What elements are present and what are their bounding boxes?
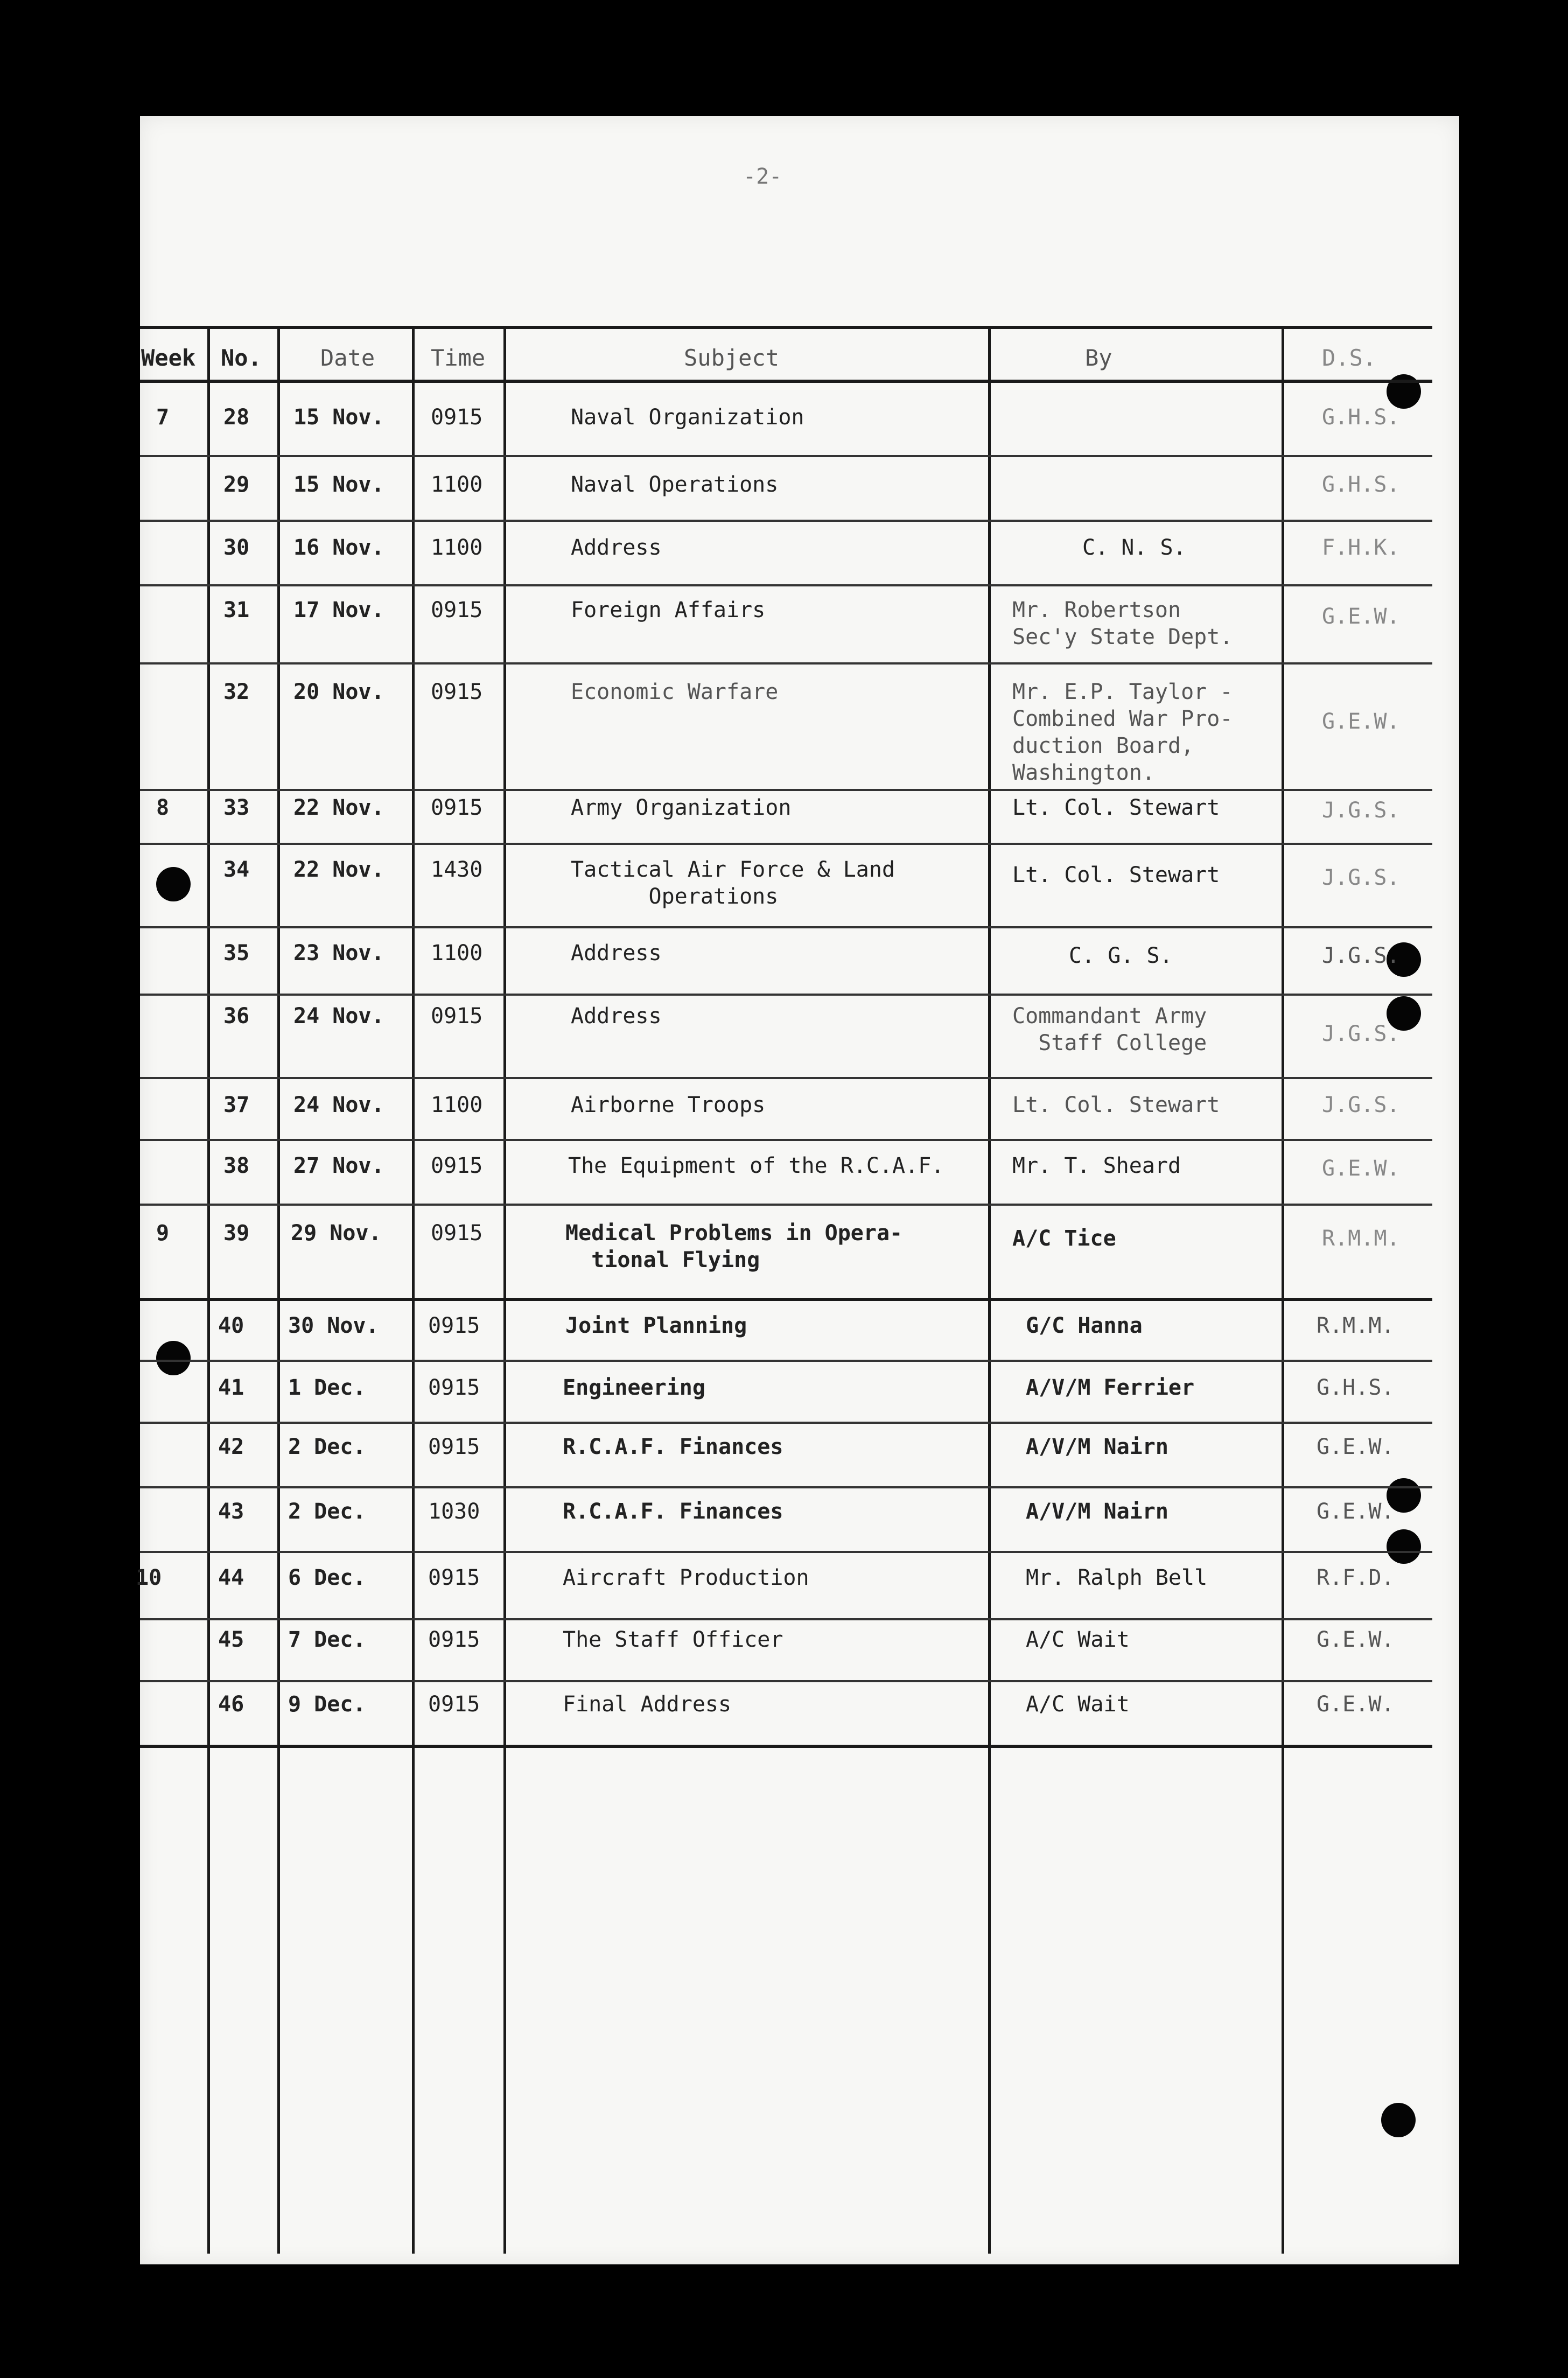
cell-time: 0915: [428, 1435, 480, 1459]
row-rule: [140, 1422, 1432, 1424]
cell-time: 1100: [431, 535, 483, 560]
cell-date: 24 Nov.: [293, 1004, 384, 1029]
cell-no: 42: [218, 1435, 244, 1459]
cell-ds: F.H.K.: [1322, 535, 1400, 560]
column-rule: [1282, 326, 1284, 2254]
cell-date: 16 Nov.: [293, 535, 384, 560]
cell-by: A/V/M Ferrier: [1026, 1375, 1195, 1400]
column-header-week: Week: [141, 345, 196, 371]
cell-subject: Economic Warfare: [571, 680, 779, 704]
cell-no: 44: [218, 1565, 244, 1590]
cell-ds: G.E.W.: [1322, 604, 1400, 629]
cell-subject: Final Address: [563, 1692, 732, 1717]
cell-date: 20 Nov.: [293, 680, 384, 704]
cell-no: 36: [223, 1004, 250, 1029]
cell-time: 0915: [428, 1313, 480, 1338]
column-rule: [988, 326, 991, 2254]
document-page: [140, 116, 1459, 2264]
cell-no: 43: [218, 1499, 244, 1524]
cell-ds: J.G.S.: [1322, 943, 1400, 968]
row-rule: [140, 662, 1432, 665]
cell-by: Mr. E.P. Taylor - Combined War Pro- duction Board, Washington.: [1012, 680, 1233, 785]
cell-no: 33: [223, 795, 250, 820]
row-rule: [140, 1139, 1432, 1141]
cell-no: 37: [223, 1093, 250, 1117]
cell-time: 0915: [428, 1375, 480, 1400]
cell-time: 0915: [431, 795, 483, 820]
cell-time: 1030: [428, 1499, 480, 1524]
cell-no: 45: [218, 1627, 244, 1652]
cell-subject: R.C.A.F. Finances: [563, 1435, 783, 1459]
cell-by: Mr. Robertson Sec'y State Dept.: [1012, 598, 1233, 649]
cell-time: 0915: [431, 598, 483, 623]
cell-ds: J.G.S.: [1322, 798, 1400, 823]
row-rule: [140, 994, 1432, 996]
cell-time: 0915: [431, 1221, 483, 1246]
row-rule: [140, 843, 1432, 845]
column-header-date: Date: [320, 345, 375, 371]
cell-by: C. N. S.: [1082, 535, 1186, 560]
cell-ds: R.F.D.: [1317, 1565, 1395, 1590]
cell-date: 23 Nov.: [293, 941, 384, 966]
cell-date: 1 Dec.: [288, 1375, 366, 1400]
cell-date: 15 Nov.: [293, 472, 384, 497]
cell-time: 0915: [428, 1692, 480, 1717]
cell-ds: G.E.W.: [1317, 1499, 1395, 1524]
cell-by: A/V/M Nairn: [1026, 1499, 1168, 1524]
cell-date: 15 Nov.: [293, 405, 384, 430]
cell-subject: Naval Organization: [571, 405, 804, 430]
cell-ds: G.E.W.: [1317, 1692, 1395, 1717]
cell-date: 30 Nov.: [288, 1313, 379, 1338]
row-rule: [140, 1486, 1432, 1488]
cell-by: Lt. Col. Stewart: [1012, 1093, 1220, 1117]
cell-subject: Naval Operations: [571, 472, 779, 497]
cell-no: 40: [218, 1313, 244, 1338]
cell-date: 22 Nov.: [293, 795, 384, 820]
punch-hole: [156, 867, 191, 901]
cell-by: Mr. T. Sheard: [1012, 1153, 1181, 1178]
cell-by: A/V/M Nairn: [1026, 1435, 1168, 1459]
row-rule: [140, 1618, 1432, 1620]
cell-time: 1100: [431, 1093, 483, 1117]
cell-week: 8: [156, 795, 170, 820]
cell-ds: G.E.W.: [1322, 709, 1400, 734]
punch-hole: [156, 1341, 191, 1375]
cell-no: 46: [218, 1692, 244, 1717]
cell-time: 0915: [428, 1565, 480, 1590]
cell-no: 39: [223, 1221, 250, 1246]
cell-subject: The Equipment of the R.C.A.F.: [568, 1153, 944, 1178]
cell-by: A/C Tice: [1012, 1226, 1116, 1251]
cell-no: 38: [223, 1153, 250, 1178]
cell-time: 0915: [431, 680, 483, 704]
cell-subject: Address: [571, 941, 662, 966]
row-rule: [140, 1360, 1432, 1362]
punch-hole: [1381, 2103, 1416, 2137]
cell-subject: R.C.A.F. Finances: [563, 1499, 783, 1524]
cell-by: A/C Wait: [1026, 1627, 1130, 1652]
cell-no: 30: [223, 535, 250, 560]
cell-date: 9 Dec.: [288, 1692, 366, 1717]
cell-ds: J.G.S.: [1322, 1022, 1400, 1046]
cell-subject: Joint Planning: [565, 1313, 747, 1338]
cell-week: 10: [136, 1565, 162, 1590]
row-rule: [140, 1077, 1432, 1079]
cell-time: 0915: [431, 1153, 483, 1178]
cell-date: 6 Dec.: [288, 1565, 366, 1590]
cell-no: 41: [218, 1375, 244, 1400]
cell-time: 0915: [428, 1627, 480, 1652]
page-number: -2-: [743, 164, 782, 189]
cell-by: G/C Hanna: [1026, 1313, 1143, 1338]
cell-ds: G.E.W.: [1317, 1435, 1395, 1459]
row-rule: [140, 1204, 1432, 1206]
cell-subject: The Staff Officer: [563, 1627, 783, 1652]
cell-ds: R.M.M.: [1317, 1313, 1395, 1338]
cell-no: 35: [223, 941, 250, 966]
cell-by: C. G. S.: [1069, 943, 1173, 968]
cell-time: 1100: [431, 941, 483, 966]
cell-by: A/C Wait: [1026, 1692, 1130, 1717]
cell-date: 24 Nov.: [293, 1093, 384, 1117]
cell-by: Mr. Ralph Bell: [1026, 1565, 1208, 1590]
cell-no: 28: [223, 405, 250, 430]
cell-by: Lt. Col. Stewart: [1012, 863, 1220, 887]
cell-by: Lt. Col. Stewart: [1012, 795, 1220, 820]
header-rule: [140, 380, 1432, 383]
row-rule: [140, 1551, 1432, 1553]
cell-date: 17 Nov.: [293, 598, 384, 623]
cell-date: 2 Dec.: [288, 1499, 366, 1524]
cell-subject: Foreign Affairs: [571, 598, 766, 623]
cell-subject: Address: [571, 1004, 662, 1029]
cell-ds: G.H.S.: [1322, 472, 1400, 497]
cell-week: 7: [156, 405, 170, 430]
row-rule: [140, 520, 1432, 522]
row-rule: [140, 926, 1432, 928]
column-rule: [207, 326, 210, 2254]
row-rule: [140, 584, 1432, 586]
cell-ds: G.H.S.: [1322, 405, 1400, 430]
row-rule: [140, 1680, 1432, 1682]
table-top-rule: [140, 326, 1432, 329]
cell-time: 0915: [431, 405, 483, 430]
cell-ds: G.H.S.: [1317, 1375, 1395, 1400]
cell-week: 9: [156, 1221, 170, 1246]
cell-subject: Tactical Air Force & Land Operations: [571, 857, 895, 909]
column-header-by: By: [1085, 345, 1112, 371]
cell-time: 0915: [431, 1004, 483, 1029]
cell-by: Commandant Army Staff College: [1012, 1004, 1207, 1055]
cell-ds: R.M.M.: [1322, 1226, 1400, 1251]
cell-subject: Address: [571, 535, 662, 560]
cell-date: 2 Dec.: [288, 1435, 366, 1459]
cell-ds: G.E.W.: [1317, 1627, 1395, 1652]
cell-subject: Army Organization: [571, 795, 792, 820]
column-rule: [503, 326, 506, 2254]
cell-ds: J.G.S.: [1322, 865, 1400, 890]
cell-no: 31: [223, 598, 250, 623]
table-bottom-rule: [140, 1745, 1432, 1748]
cell-ds: G.E.W.: [1322, 1156, 1400, 1181]
cell-date: 22 Nov.: [293, 857, 384, 882]
cell-subject: Airborne Troops: [571, 1093, 766, 1117]
row-rule: [140, 789, 1432, 791]
cell-ds: J.G.S.: [1322, 1093, 1400, 1117]
cell-no: 34: [223, 857, 250, 882]
punch-hole: [1387, 1529, 1421, 1564]
cell-time: 1430: [431, 857, 483, 882]
column-header-subject: Subject: [684, 345, 780, 371]
column-header-ds: D.S.: [1322, 345, 1377, 371]
column-header-time: Time: [431, 345, 486, 371]
cell-date: 29 Nov.: [291, 1221, 382, 1246]
row-rule: [140, 1298, 1432, 1301]
column-rule: [277, 326, 280, 2254]
cell-time: 1100: [431, 472, 483, 497]
cell-no: 32: [223, 680, 250, 704]
column-header-no: No.: [221, 345, 262, 371]
cell-subject: Engineering: [563, 1375, 705, 1400]
cell-date: 7 Dec.: [288, 1627, 366, 1652]
cell-subject: Medical Problems in Opera- tional Flying: [565, 1221, 903, 1272]
row-rule: [140, 455, 1432, 457]
cell-no: 29: [223, 472, 250, 497]
cell-subject: Aircraft Production: [563, 1565, 809, 1590]
column-rule: [412, 326, 415, 2254]
cell-date: 27 Nov.: [293, 1153, 384, 1178]
